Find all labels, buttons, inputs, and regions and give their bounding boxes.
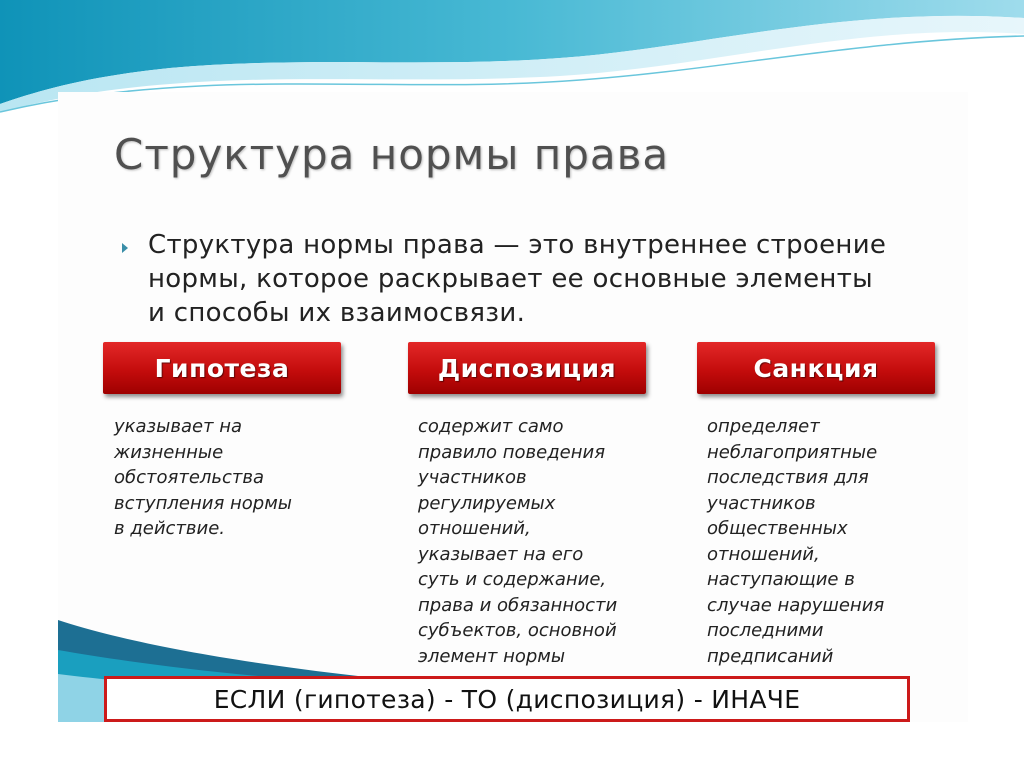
disposition-label-box (408, 342, 646, 394)
formula-box (104, 676, 910, 722)
sanction-description: определяет неблагоприятные последствия для участников общественных отношений, наступающие в случае нарушения последними предписаний (707, 416, 885, 667)
sanction-label-box (697, 342, 935, 394)
hypothesis-label: Гипотеза (154, 353, 290, 383)
hypothesis-description: указывает на жизненные обстоятельства вступления нормы в действие. (114, 416, 293, 539)
triangle-bullet-icon (122, 243, 128, 253)
intro-definition: Структура нормы права — это внутреннее строение нормы, которое раскрывает ее основные элементы и способы их взаимосвязи. (148, 230, 887, 328)
disposition-description: содержит само правило поведения участников регулируемых отношений, указывает на его суть и содержание, права и обязанности субъектов, основной элемент нормы (418, 416, 618, 667)
slide-title: Структура нормы права (114, 130, 670, 179)
formula-text: ЕСЛИ (гипотеза) - ТО (диспозиция) - ИНАЧЕ (213, 684, 801, 714)
sanction-label: Санкция (753, 353, 879, 383)
hypothesis-label-box (103, 342, 341, 394)
disposition-label: Диспозиция (437, 353, 617, 383)
